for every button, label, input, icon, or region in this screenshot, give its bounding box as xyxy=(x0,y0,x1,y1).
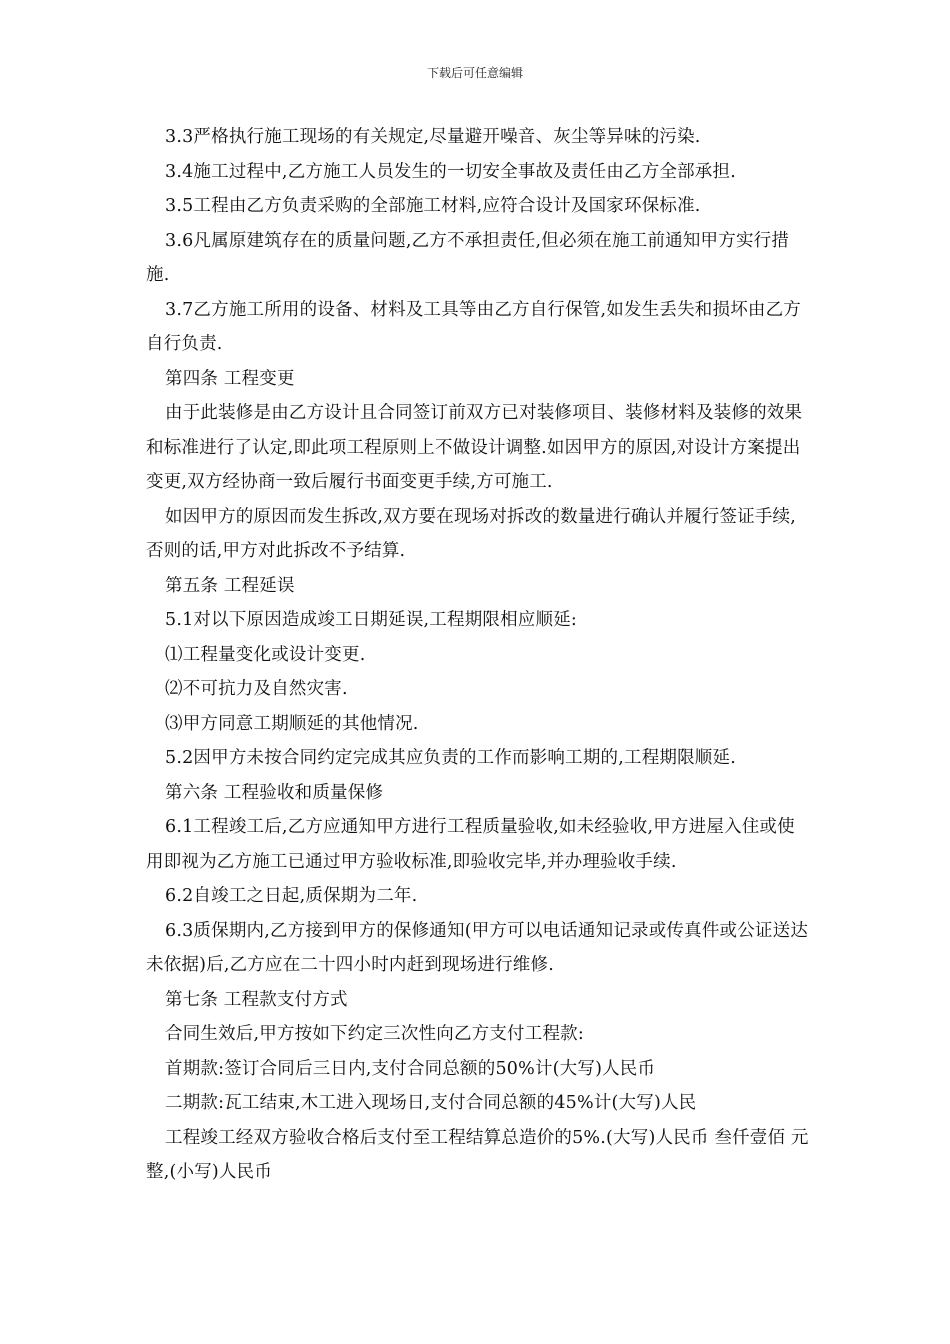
document-body xyxy=(146,120,812,1190)
article-4-heading: 第四条 工程变更 xyxy=(165,368,295,389)
payment-first: 首期款:签订合同后三日内,支付合同总额的50%计(大写)人民币 xyxy=(165,1058,656,1079)
clause-5-2: 5.2因甲方未按合同约定完成其应负责的工作而影响工期的,工程期限顺延. xyxy=(165,748,736,768)
clause-6-3: 6.3质保期内,乙方接到甲方的保修通知(甲方可以电话通知记录或传真件或公证送达未依据)后,乙方应在二十四小时内赶到现场进行维修. xyxy=(146,920,809,975)
clause-5-1: 5.1对以下原因造成竣工日期延误,工程期限相应顺延: xyxy=(165,610,577,630)
clause-6-1: 6.1工程竣工后,乙方应通知甲方进行工程质量验收,如未经验收,甲方进屋入住或使用即视为乙方施工已通过甲方验收标准,即验收完毕,并办理验收手续. xyxy=(146,817,795,872)
payment-final: 工程竣工经双方验收合格后支付至工程结算总造价的5%.(大写)人民币 叁仟壹佰 元整,(小写)人民币 xyxy=(146,1127,809,1182)
clause-3-3: 3.3严格执行施工现场的有关规定,尽量避开噪音、灰尘等异味的污染. xyxy=(165,127,701,147)
article-7-intro: 合同生效后,甲方按如下约定三次性向乙方支付工程款: xyxy=(165,1024,584,1044)
clause-5-1-item-2: ⑵不可抗力及自然灾害. xyxy=(165,679,348,699)
article-4-para-2: 如因甲方的原因而发生拆改,双方要在现场对拆改的数量进行确认并履行签证手续,否则的话,甲方对此拆改不予结算. xyxy=(146,506,797,561)
clause-3-4: 3.4施工过程中,乙方施工人员发生的一切安全事故及责任由乙方全部承担. xyxy=(165,161,736,182)
clause-5-1-item-3: ⑶甲方同意工期顺延的其他情况. xyxy=(165,713,419,734)
article-6-heading: 第六条 工程验收和质量保修 xyxy=(165,782,384,803)
page-header: 下载后可任意编辑 xyxy=(426,66,523,80)
clause-3-7: 3.7乙方施工所用的设备、材料及工具等由乙方自行保管,如发生丢失和损坏由乙方自行负责. xyxy=(146,299,801,354)
article-7-heading: 第七条 工程款支付方式 xyxy=(165,989,348,1010)
payment-second: 二期款:瓦工结束,木工进入现场日,支付合同总额的45%计(大写)人民 xyxy=(165,1093,697,1113)
article-4-para-1: 由于此装修是由乙方设计且合同签订前双方已对装修项目、装修材料及装修的效果和标准进行了认定,即此项工程原则上不做设计调整.如因甲方的原因,对设计方案提出变更,双方经协商一致后履行书面变更手续,方可施工. xyxy=(146,403,803,492)
article-5-heading: 第五条 工程延误 xyxy=(165,575,295,596)
clause-6-2: 6.2自竣工之日起,质保期为二年. xyxy=(165,886,418,906)
clause-5-1-item-1: ⑴工程量变化或设计变更. xyxy=(165,644,366,665)
clause-3-6: 3.6凡属原建筑存在的质量问题,乙方不承担责任,但必须在施工前通知甲方实行措施. xyxy=(146,230,790,285)
clause-3-5: 3.5工程由乙方负责采购的全部施工材料,应符合设计及国家环保标准. xyxy=(165,196,701,216)
